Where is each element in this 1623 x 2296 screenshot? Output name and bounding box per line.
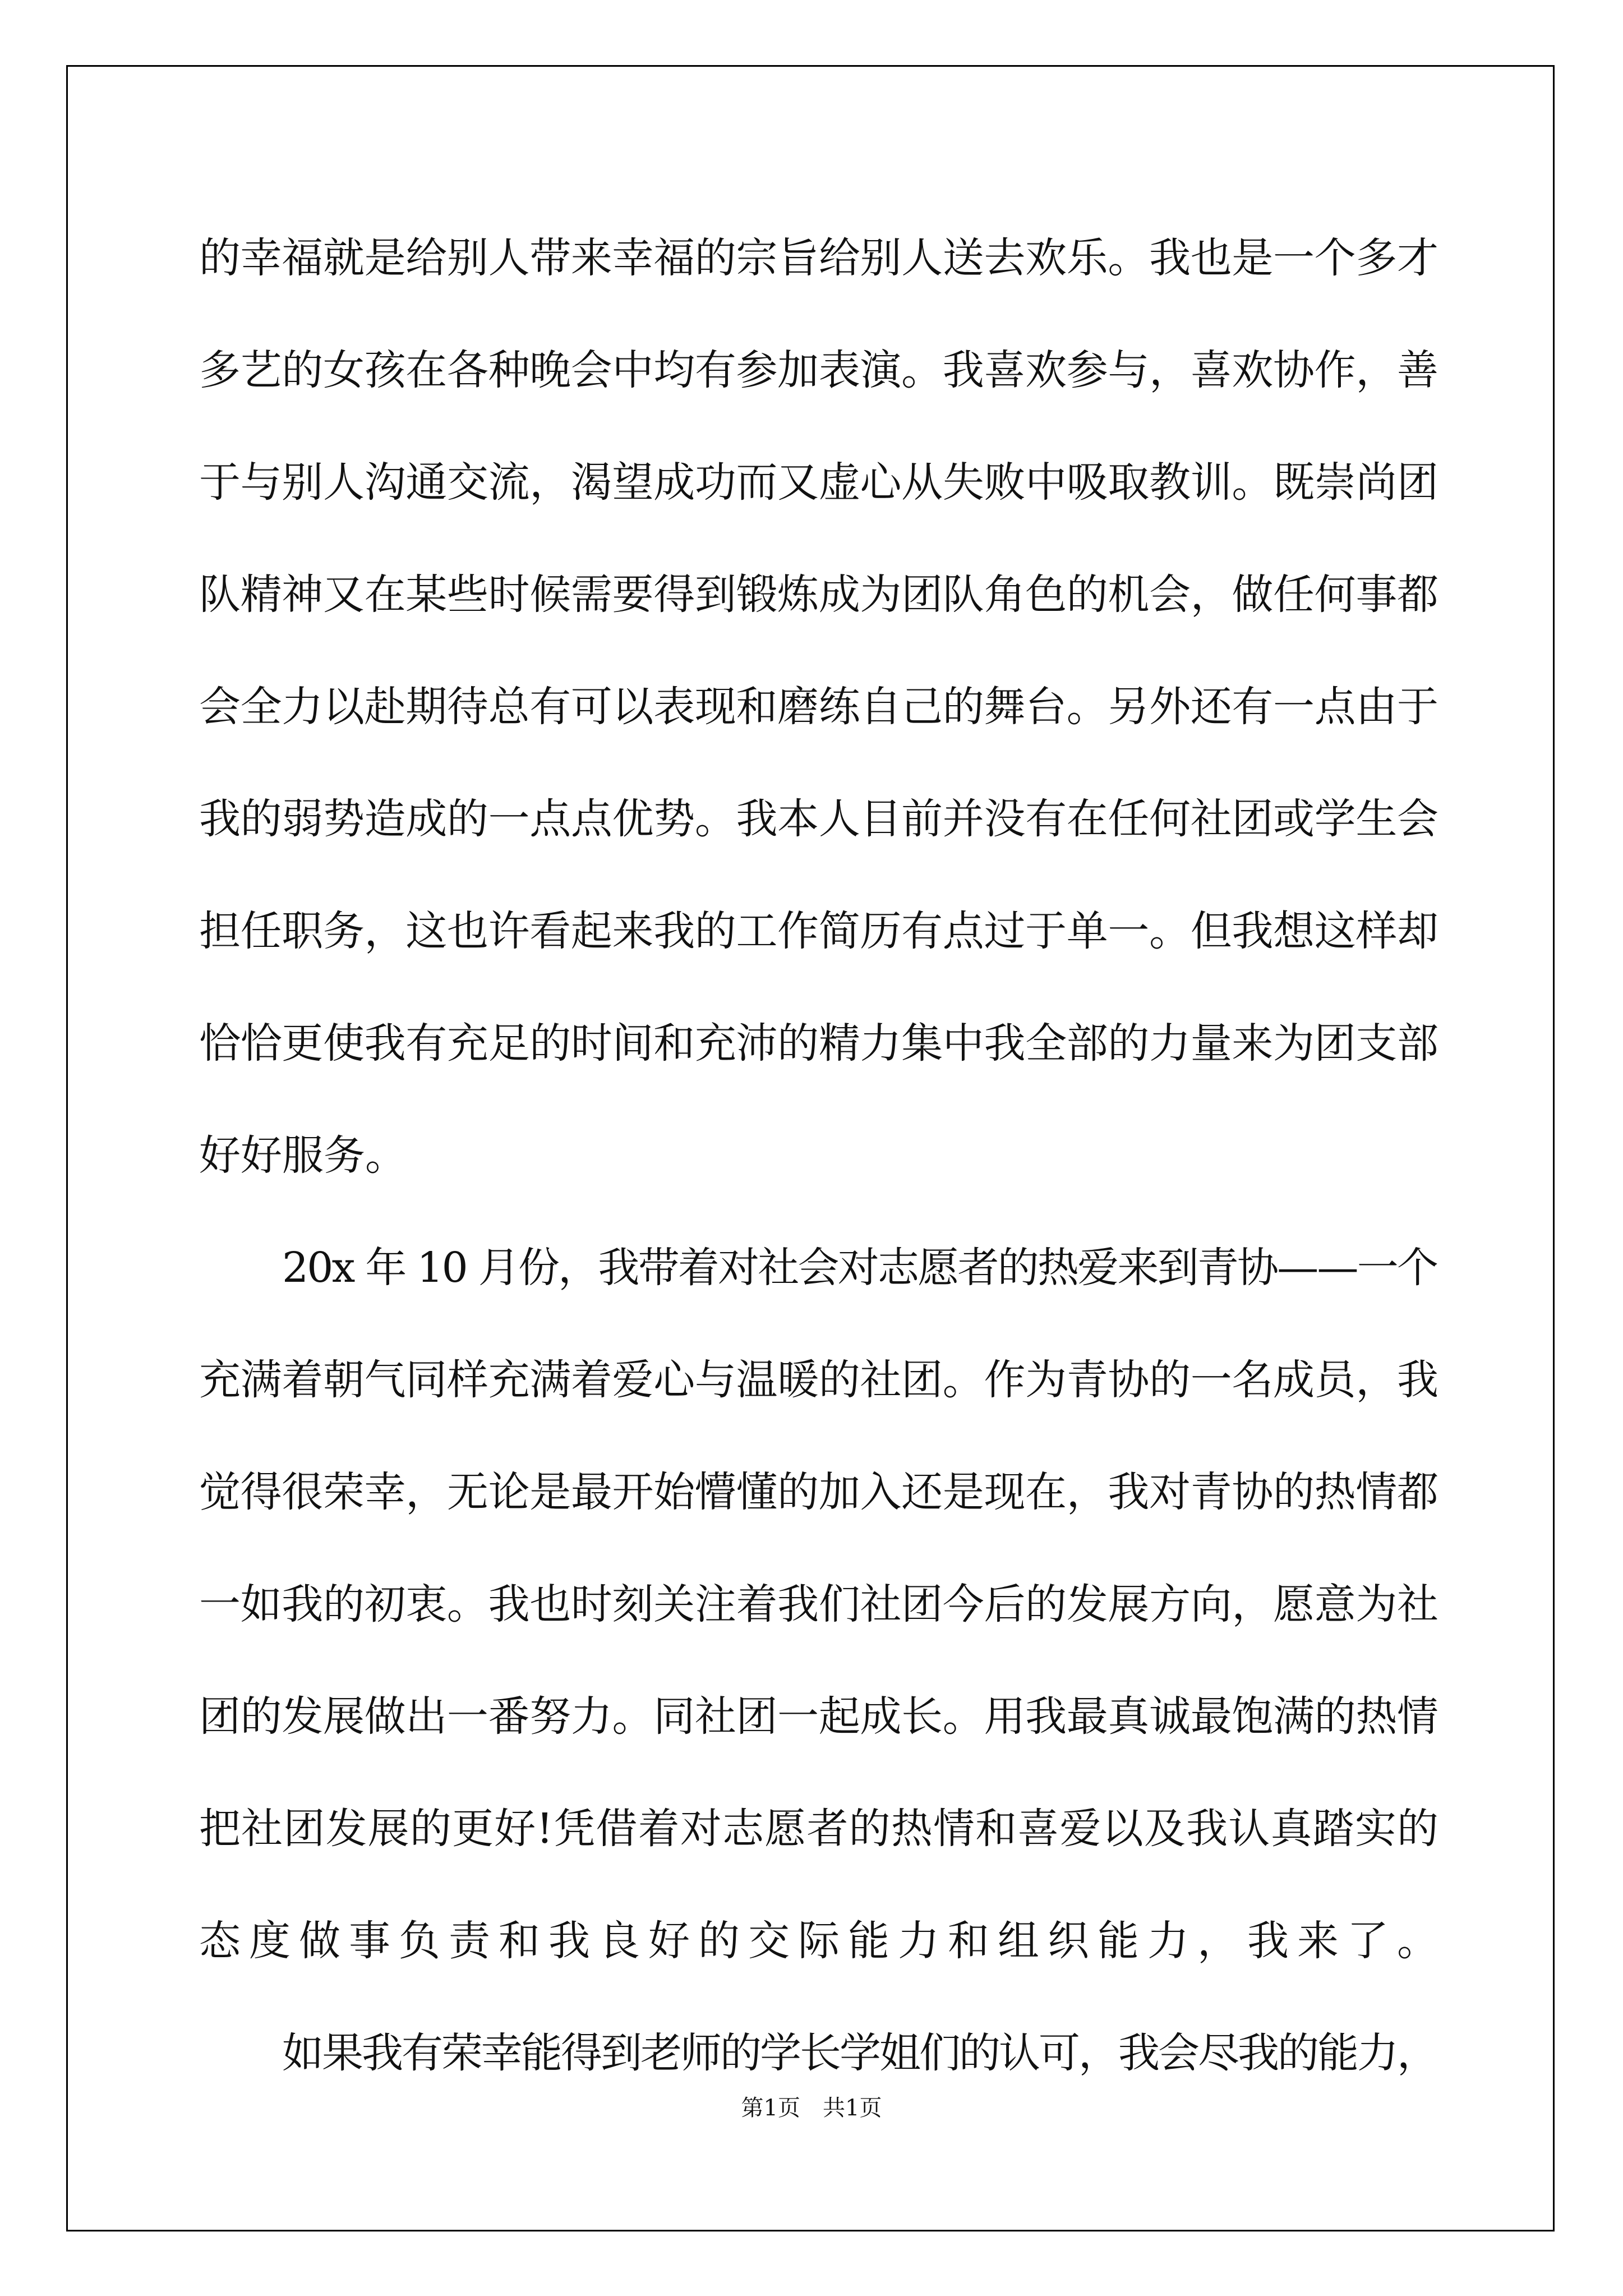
text-line: 如果我有荣幸能得到老师的学长学姐们的认可，我会尽我的能力， — [282, 2029, 1437, 2077]
text-line: 多艺的女孩在各种晚会中均有参加表演。我喜欢参与，喜欢协作，善 — [199, 346, 1438, 394]
document-body — [199, 202, 1447, 2109]
text-line: 一如我的初衷。我也时刻关注着我们社团今后的发展方向，愿意为社 — [199, 1580, 1438, 1628]
text-line: 20x 年 10 月份，我带着对社会对志愿者的热爱来到青协——一个 — [282, 1244, 1437, 1292]
text-line: 觉得很荣幸，无论是最开始懵懂的加入还是现在，我对青协的热情都 — [199, 1468, 1438, 1516]
text-line: 于与别人沟通交流，渴望成功而又虚心从失败中吸取教训。既崇尚团 — [199, 458, 1438, 507]
text-line: 团的发展做出一番努力。同社团一起成长。用我最真诚最饱满的热情 — [199, 1692, 1438, 1741]
text-line: 好好服务。 — [199, 1131, 407, 1180]
text-line: 的幸福就是给别人带来幸福的宗旨给别人送去欢乐。我也是一个多才 — [199, 234, 1438, 282]
text-line: 队精神又在某些时候需要得到锻炼成为团队角色的机会，做任何事都 — [199, 570, 1438, 619]
page-footer — [0, 2090, 1623, 2122]
text-line: 我的弱势造成的一点点优势。我本人目前并没有在任何社团或学生会 — [199, 795, 1438, 843]
text-line: 恰恰更使我有充足的时间和充沛的精力集中我全部的力量来为团支部 — [199, 1019, 1438, 1068]
text-line: 充满着朝气同样充满着爱心与温暖的社团。作为青协的一名成员，我 — [199, 1356, 1438, 1404]
text-line: 担任职务，这也许看起来我的工作简历有点过于单一。但我想这样却 — [199, 907, 1438, 955]
text-line: 态度做事负责和我良好的交际能力和组织能力，我来了。 — [199, 1917, 1447, 1965]
page-number: 第1页 共1页 — [741, 2095, 882, 2121]
text-line: 会全力以赴期待总有可以表现和磨练自己的舞台。另外还有一点由于 — [199, 683, 1438, 731]
text-line: 把社团发展的更好!凭借着对志愿者的热情和喜爱以及我认真踏实的 — [199, 1805, 1440, 1853]
